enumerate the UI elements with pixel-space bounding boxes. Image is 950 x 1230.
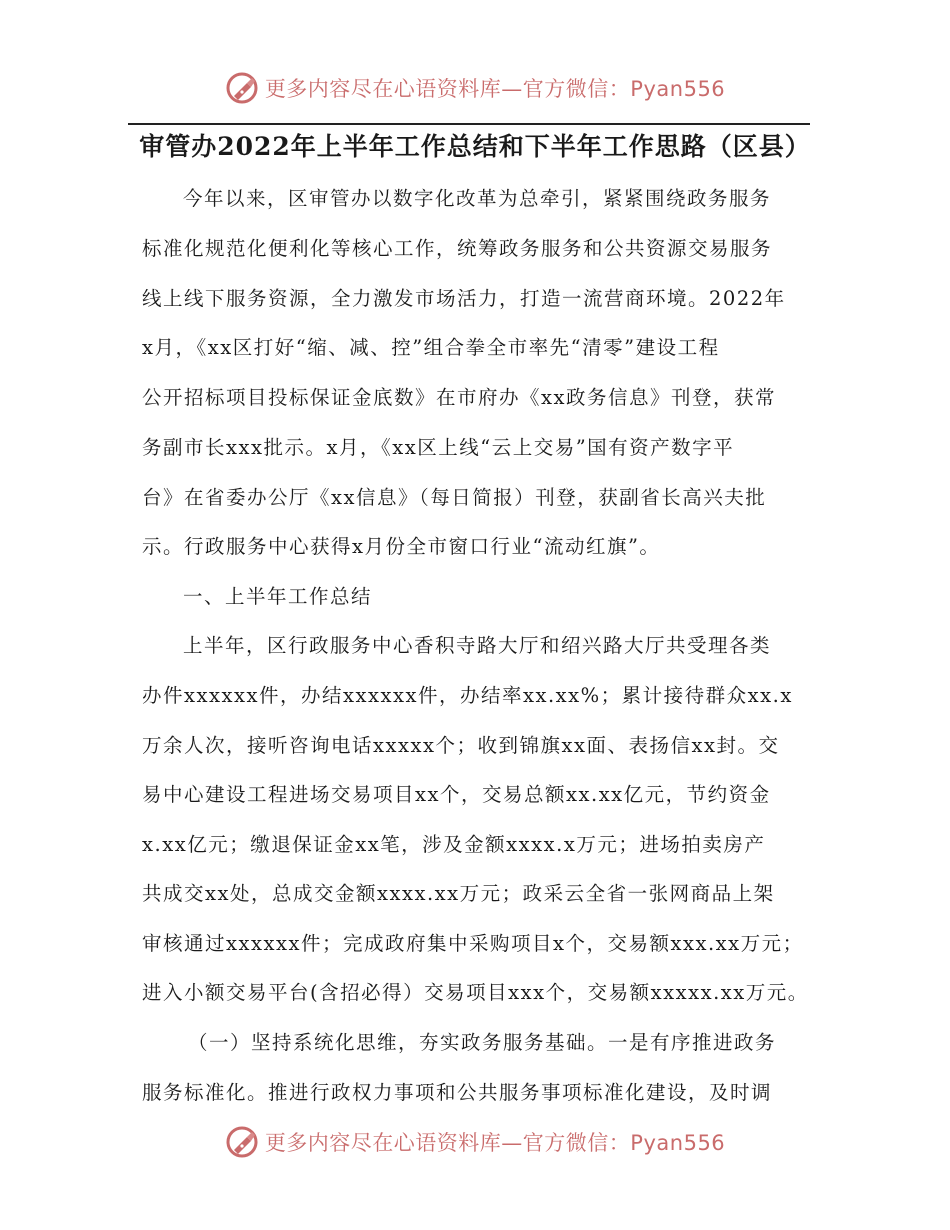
banner-text: 更多内容尽在心语资料库—官方微信：Pyan556 [264,77,726,101]
header-banner [0,66,950,110]
paragraph-line: 务副市长xxx批示。x月，《xx区上线“云上交易”国有资产数字平 [142,436,735,459]
paragraph-line: 台》在省委办公厅《xx信息》（每日简报）刊登，获副省长高兴夫批 [142,486,767,509]
paragraph-line: 万余人次，接听咨询电话xxxxx个；收到锦旗xx面、表扬信xx封。交 [142,734,780,757]
paragraph-line: 线上线下服务资源，全力激发市场活力，打造一流营商环境。2022年 [142,287,786,310]
paragraph-line: 公开招标项目投标保证金底数》在市府办《xx政务信息》刊登，获常 [142,386,776,409]
paragraph-line: 示。行政服务中心获得x月份全市窗口行业“流动红旗”。 [142,535,661,558]
footer-banner [0,1120,950,1164]
paragraph-line: 上半年，区行政服务中心香积寺路大厅和绍兴路大厅共受理各类 [183,634,772,657]
pen-nib-logo-icon [225,1125,259,1159]
section-heading: 一、上半年工作总结 [183,585,373,608]
page-title: 审管办2022年上半年工作总结和下半年工作思路（区县） [139,132,811,161]
paragraph-line: x月，《xx区打好“缩、减、控”组合拳全市率先“清零”建设工程 [142,336,720,359]
paragraph-line: x.xx亿元；缴退保证金xx笔，涉及金额xxxx.x万元；进场拍卖房产 [142,833,766,856]
paragraph-line: 标准化规范化便利化等核心工作，统筹政务服务和公共资源交易服务 [142,237,773,260]
paragraph-line: 共成交xx处，总成交金额xxxx.xx万元；政采云全省一张网商品上架 [142,882,775,905]
banner-text: 更多内容尽在心语资料库—官方微信：Pyan556 [264,1131,726,1155]
paragraph-line: 进入小额交易平台(含招必得）交易项目xxx个，交易额xxxxx.xx万元。 [142,981,809,1004]
paragraph-line: 服务标准化。推进行政权力事项和公共服务事项标准化建设，及时调 [142,1081,773,1104]
paragraph-line: 审核通过xxxxxx件；完成政府集中采购项目x个，交易额xxx.xx万元； [142,932,804,955]
paragraph-line: 今年以来，区审管办以数字化改革为总牵引，紧紧围绕政务服务 [183,187,772,210]
paragraph-line: 易中心建设工程进场交易项目xx个，交易总额xx.xx亿元，节约资金 [142,783,771,806]
pen-nib-logo-icon [225,71,259,105]
subsection-heading: （一）坚持系统化思维，夯实政务服务基础。一是有序推进政务 [188,1031,777,1054]
title-divider [128,123,810,125]
paragraph-line: 办件xxxxxx件，办结xxxxxx件，办结率xx.xx%；累计接待群众xx.x [142,684,793,707]
